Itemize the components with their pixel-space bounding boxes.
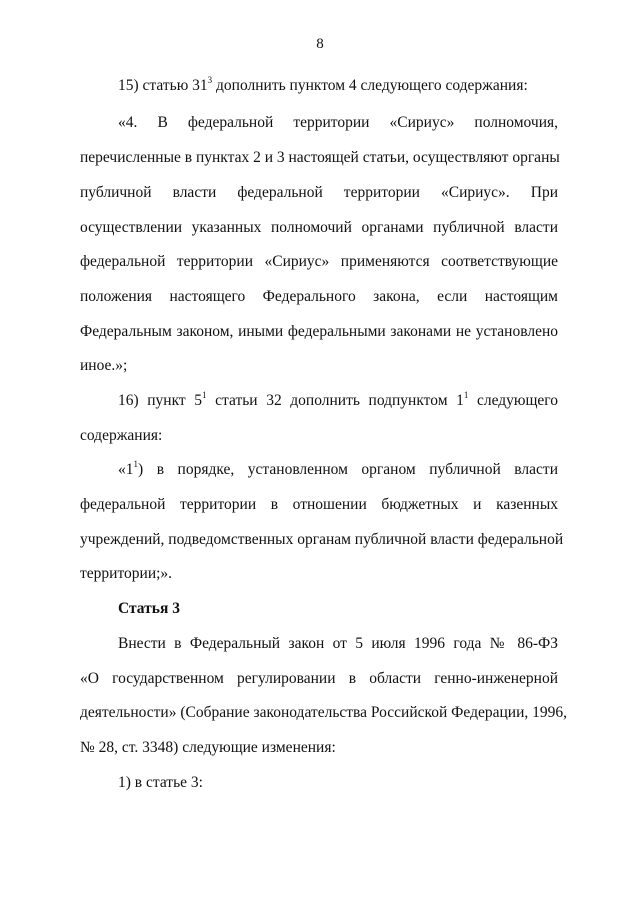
quote-line: иное.»; <box>80 357 128 374</box>
article-3-line: деятельности» (Собрание законодательства Российской Федерации, 1996, <box>80 704 567 721</box>
text-run: «1 <box>118 461 134 478</box>
superscript: 3 <box>207 74 213 85</box>
quote-line: Федеральным законом, иными федеральными законами не установлено <box>80 323 558 340</box>
text-run: дополнить пунктом 4 следующего содержания: <box>212 77 528 94</box>
quote-line: положения настоящего Федерального закона, если настоящим <box>80 288 558 305</box>
article-heading: Статья 3 <box>118 600 180 617</box>
quote-line: перечисленные в пунктах 2 и 3 настоящей статьи, осуществляют органы <box>80 149 560 166</box>
superscript: 1 <box>133 458 138 469</box>
text-run: статьи 32 дополнить подпунктом 1 <box>206 392 464 409</box>
quote-line: федеральной территории «Сириус» применяются соответствующие <box>80 253 558 270</box>
quote-line: публичной власти федеральной территории «Сириус». При <box>80 184 558 201</box>
text-run: 16) пункт 5 <box>118 392 203 409</box>
quote-line: территории;». <box>80 565 173 582</box>
text-run: ) в порядке, установленном органом публичной власти <box>138 461 558 478</box>
article-3-line: Внести в Федеральный закон от 5 июля 1996 года № 86-ФЗ <box>118 635 558 652</box>
quote-line: федеральной территории в отношении бюджетных и казенных <box>80 496 558 513</box>
quote-line: «4. В федеральной территории «Сириус» полномочия, <box>118 114 558 131</box>
superscript: 1 <box>463 389 469 400</box>
quote-line: осуществлении указанных полномочий органами публичной власти <box>80 219 558 236</box>
paragraph-16-line-1 <box>118 391 558 411</box>
quote-line: учреждений, подведомственных органам публичной власти федеральной <box>80 531 564 548</box>
article-3-item-1: 1) в статье 3: <box>118 774 203 791</box>
article-3-line: «О государственном регулировании в области генно-инженерной <box>80 670 558 687</box>
text-run: 15) статью 31 <box>118 77 208 94</box>
paragraph-15-line-1 <box>118 76 558 96</box>
article-3-line: № 28, ст. 3348) следующие изменения: <box>80 739 336 756</box>
paragraph-16-line-2: содержания: <box>80 427 163 444</box>
quote-line <box>118 460 558 480</box>
superscript: 1 <box>202 389 207 400</box>
page-number: 8 <box>316 36 324 52</box>
text-run: следующего <box>468 392 558 409</box>
